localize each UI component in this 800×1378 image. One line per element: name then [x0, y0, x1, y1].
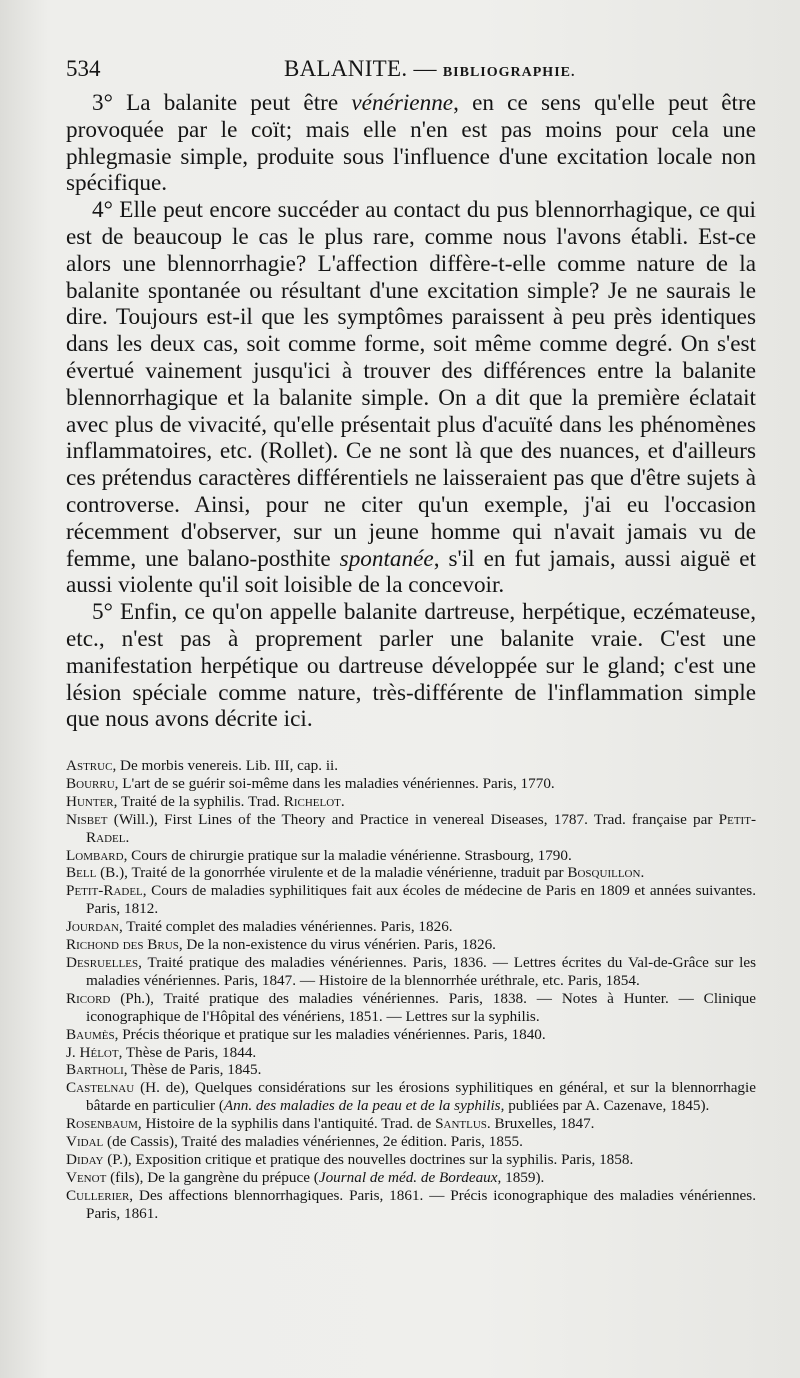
bib-author: Desruelles — [66, 953, 139, 971]
bib-author: Bourru — [66, 774, 115, 792]
bib-journal-title: Journal de méd. de Bordeaux — [318, 1168, 498, 1186]
bib-author: Bell — [66, 864, 97, 882]
bib-author: Castelnau — [66, 1079, 135, 1097]
page-header — [66, 56, 756, 86]
bibliography-entry — [66, 1115, 756, 1133]
bibliography-entry — [66, 882, 756, 918]
bibliography-entry — [66, 1061, 756, 1079]
bibliography-entry — [66, 1133, 756, 1151]
bibliography-entry — [66, 918, 756, 936]
bib-author: Jourdan — [66, 918, 119, 936]
bibliography-entry — [66, 1026, 756, 1044]
bib-text: (Will.), First Lines of the Theory and Practice in venereal Diseases, 1787. Trad. française par — [107, 810, 719, 828]
bib-author: J. Hélot — [66, 1043, 119, 1061]
bib-author: Astruc — [66, 757, 113, 774]
running-title — [284, 56, 575, 82]
paragraph-4-emphasis: spontanée — [339, 545, 434, 572]
paragraph-3-emphasis: vénérienne — [351, 90, 454, 116]
bib-text-end: , publiées par A. Cazenave, 1845). — [500, 1097, 710, 1115]
bib-text: , Des affections blennorrhagiques. Paris, 1861. — Précis iconographique des maladies vénériennes. Paris, 1861. — [86, 1186, 756, 1222]
bib-author: Rosenbaum — [66, 1115, 138, 1133]
bib-text: , De morbis venereis. Lib. III, cap. ii. — [112, 757, 339, 774]
bibliography-entry — [66, 847, 756, 865]
bib-text: , De la non-existence du virus vénérien. Paris, 1826. — [178, 936, 496, 954]
paragraph-4-text-end: , s'il en fut jamais, aussi aiguë et aussi violente qu'il soit loisible de la concevoir. — [66, 545, 756, 599]
bib-text: (H. de), Quelques considérations sur les érosions syphilitiques en général, et sur la blennorrhagie bâtarde en particulier ( — [86, 1079, 756, 1115]
bib-text: , Cours de chirurgie pratique sur la maladie vénérienne. Strasbourg, 1790. — [123, 846, 572, 864]
bibliography-entry — [66, 793, 756, 811]
bibliography-entry — [66, 1187, 756, 1223]
bib-journal-title: Ann. des maladies de la peau et de la syphilis — [223, 1097, 501, 1115]
bib-text: (fils), De la gangrène du prépuce ( — [106, 1168, 319, 1186]
bib-text-end: . — [640, 864, 645, 882]
bib-author-secondary: Bosquillon — [567, 864, 641, 882]
bibliography-entry — [66, 1044, 756, 1062]
bib-author: Cullerier — [66, 1186, 130, 1204]
bib-text: , Histoire de la syphilis dans l'antiquité. Trad. de — [137, 1115, 436, 1133]
bibliography-entry — [66, 990, 756, 1026]
bibliography-list — [66, 757, 756, 1223]
bib-text: (Ph.), Traité pratique des maladies vénériennes. Paris, 1838. — Notes à Hunter. — Clinique iconographique de l'Hôpital des vénériens, 1851. — Lettres sur la syphilis. — [86, 989, 756, 1025]
paragraph-3-text-b: , en ce sens qu'elle peut être provoquée par le coït; mais elle n'en est pas moins pour cela une phlegmasie simple, produite sous l'influence d'une excitation locale non spécifique. — [66, 90, 756, 197]
bib-text-end: . — [340, 792, 345, 810]
bib-text: , Thèse de Paris, 1845. — [123, 1061, 262, 1079]
bib-author: Ricord — [66, 989, 111, 1007]
bib-text: , L'art de se guérir soi-même dans les maladies vénériennes. Paris, 1770. — [114, 774, 555, 792]
bib-author-secondary: Santlus — [435, 1115, 487, 1133]
bib-text: (P.), Exposition critique et pratique des nouvelles doctrines sur la syphilis. Paris, 1858. — [103, 1150, 634, 1168]
paragraph-4 — [66, 197, 756, 599]
bib-author: Lombard — [66, 846, 124, 864]
running-title-main: BALANITE. — — [284, 56, 437, 81]
bib-text: (B.), Traité de la gonorrhée virulente et de la maladie vénérienne, traduit par — [96, 864, 568, 882]
bib-author: Venot — [66, 1168, 107, 1186]
bib-text: , Traité pratique des maladies vénériennes. Paris, 1836. — Lettres écrites du Val-de-Grâce sur les maladies vénériennes. Paris, 1847. — Histoire de la blennorrhée uréthrale, etc. Paris, 1854. — [86, 953, 756, 989]
bibliography-entry — [66, 811, 756, 847]
running-title-sub: BIBLIOGRAPHIE. — [442, 65, 576, 80]
bibliography-entry — [66, 757, 756, 775]
bib-author-secondary: Richelot — [283, 792, 341, 810]
bib-text-end: . Bruxelles, 1847. — [486, 1115, 595, 1133]
bibliography-entry — [66, 775, 756, 793]
bib-author: Richond des Brus — [66, 936, 179, 954]
body-text — [66, 90, 756, 733]
bib-text-end: . — [125, 828, 130, 846]
bib-author: Baumès — [66, 1025, 115, 1043]
bibliography-entry — [66, 1079, 756, 1115]
bibliography-entry — [66, 864, 756, 882]
bib-text: , Traité complet des maladies vénériennes. Paris, 1826. — [118, 918, 453, 936]
paragraph-5: 5° Enfin, ce qu'on appelle balanite dartreuse, herpétique, eczémateuse, etc., n'est pas à proprement parler une balanite vraie. C'est une manifestation herpétique ou dartreuse développée sur le gland; c'est une lésion spéciale comme nature, très-différente de l'inflammation simple que nous avons décrite ici. — [66, 599, 756, 733]
bib-text: , Traité de la syphilis. Trad. — [113, 792, 284, 810]
bib-text: , Précis théorique et pratique sur les maladies vénériennes. Paris, 1840. — [114, 1025, 546, 1043]
bib-author: Diday — [66, 1150, 104, 1168]
paragraph-4-text: 4° Elle peut encore succéder au contact du pus blennorrhagique, ce qui est de beaucoup le cas le plus rare, comme nous l'avons établi. Est-ce alors une blennorrhagie? L'affection diffère-t-elle comme nature de la balanite spontanée ou résultant d'une excitation simple? Je ne saurais le dire. Toujours est-il que les symptômes paraissent à peu près identiques dans les deux cas, soit comme forme, soit même comme degré. On s'est évertué vainement jusqu'ici à trouver des différences entre la balanite blennorrhagique et la balanite simple. On a dit que la première éclatait avec plus de vivacité, qu'elle présentait plus d'acuïté dans les phénomènes inflammatoires, etc. (Rollet). Ce ne sont là que des nuances, et d'ailleurs ces prétendus caractères différentiels ne laisseraient pas que d'être sujets à controverse. Ainsi, pour ne citer qu'un exemple, j'ai eu l'occasion récemment d'observer, sur un jeune homme qui n'avait jamais vu de femme, une balano-posthite — [66, 197, 756, 572]
bib-text: , Thèse de Paris, 1844. — [118, 1043, 257, 1061]
bib-author: Hunter — [66, 792, 114, 810]
bib-text: , Cours de maladies syphilitiques fait aux écoles de médecine de Paris en 1809 et années suivantes. Paris, 1812. — [86, 882, 756, 918]
paragraph-3 — [66, 90, 756, 197]
paragraph-3-text-a: 3° La balanite peut être — [92, 90, 352, 116]
bib-author: Bartholi — [66, 1061, 124, 1079]
bib-author-secondary: Petit-Radel — [86, 810, 756, 846]
bib-author: Petit-Radel — [66, 882, 143, 900]
bib-author: Nisbet — [66, 810, 108, 828]
bibliography-entry — [66, 954, 756, 990]
page-number: 534 — [66, 56, 101, 81]
bibliography-entry — [66, 936, 756, 954]
bib-text: (de Cassis), Traité des maladies vénériennes, 2e édition. Paris, 1855. — [103, 1133, 523, 1151]
bib-text-end: , 1859). — [497, 1168, 545, 1186]
bib-author: Vidal — [66, 1133, 104, 1151]
bibliography-entry — [66, 1169, 756, 1187]
bibliography-entry — [66, 1151, 756, 1169]
